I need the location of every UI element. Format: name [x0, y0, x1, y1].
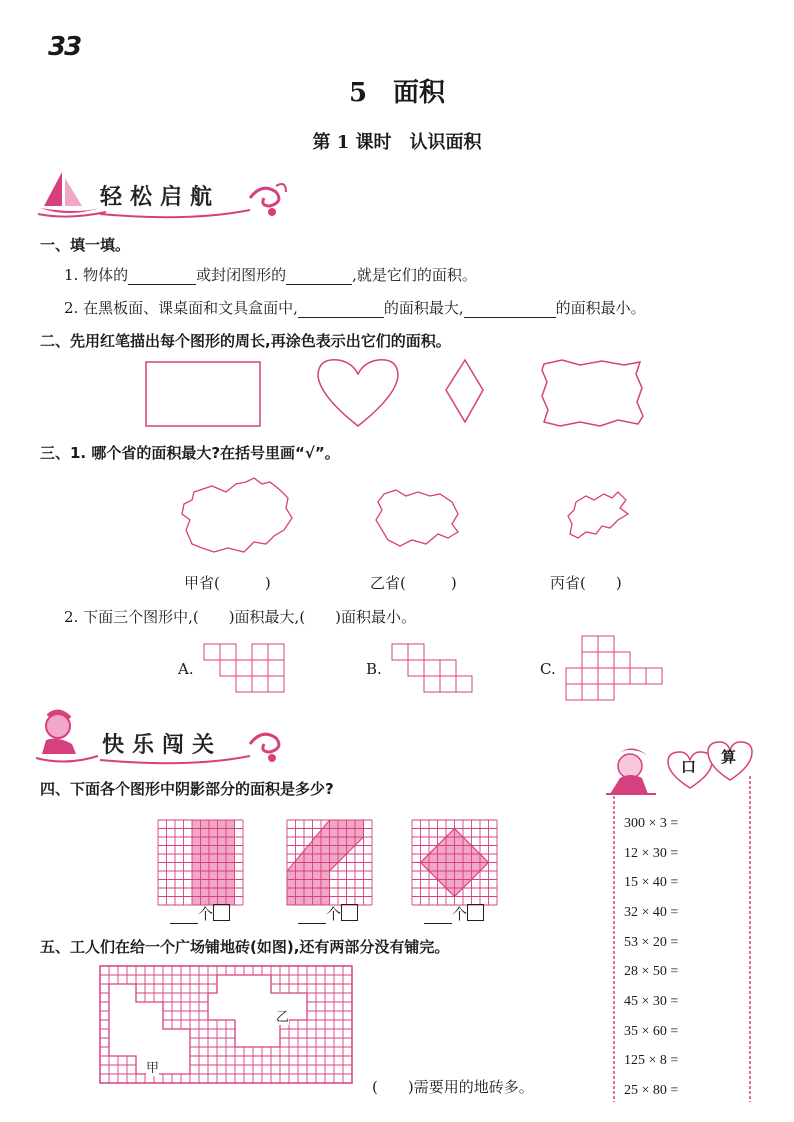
mental-item: 32 × 40 = — [624, 905, 679, 920]
banner-happy-pass: 快乐闯关 — [102, 733, 223, 758]
mental-item: 28 × 50 = — [624, 964, 679, 979]
grid-3 — [412, 820, 497, 905]
q1-line1-mid: 或封闭图形的 — [196, 266, 287, 284]
mental-item: 45 × 30 = — [624, 994, 679, 1009]
page-title: 5 面积 — [348, 78, 446, 108]
area-jia-label: 甲 — [146, 1057, 159, 1076]
q1-line1-pre: 1. 物体的 — [64, 266, 129, 284]
q4-unit-3: 个 — [452, 905, 468, 923]
q4-box-3[interactable] — [467, 904, 484, 921]
mental-item: 300 × 3 = — [624, 816, 679, 831]
province-bing-label: 丙省( ) — [550, 574, 622, 592]
page-number: 33 — [48, 32, 81, 62]
q4-blank-1[interactable] — [170, 907, 198, 924]
q4-answer-3 — [424, 903, 484, 924]
area-yi-label: 乙 — [276, 1006, 289, 1025]
mental-title-char-1: 口 — [681, 758, 697, 776]
mental-item: 12 × 30 = — [624, 846, 679, 861]
q3-heading: 三、1. 哪个省的面积最大?在括号里画“√”。 — [40, 444, 340, 462]
untiled-area-yi — [208, 975, 307, 1047]
mental-math-frame — [600, 736, 760, 1106]
q1-line2-mid: 的面积最大, — [383, 299, 464, 317]
mental-item: 35 × 60 = — [624, 1024, 679, 1039]
q4-box-1[interactable] — [213, 904, 230, 921]
mental-title-char-2: 算 — [721, 748, 737, 766]
mental-item: 53 × 20 = — [624, 935, 679, 950]
province-yi-label: 乙省( ) — [370, 574, 457, 592]
q4-answer-1 — [170, 903, 230, 924]
q5-question: ( )需要用的地砖多。 — [372, 1078, 534, 1096]
mental-item: 125 × 8 = — [624, 1053, 679, 1068]
lesson-subtitle: 第 1 课时 认识面积 — [312, 132, 482, 153]
q3-part2: 2. 下面三个图形中,( )面积最大,( )面积最小。 — [64, 608, 417, 626]
q2-heading: 二、先用红笔描出每个图形的周长,再涂色表示出它们的面积。 — [40, 332, 451, 350]
q1-heading: 一、填一填。 — [40, 236, 131, 254]
q4-unit-1: 个 — [198, 905, 214, 923]
q4-blank-2[interactable] — [298, 907, 326, 924]
option-c-label: C. — [540, 660, 556, 678]
q4-unit-2: 个 — [326, 905, 342, 923]
q1-line1-post: ,就是它们的面积。 — [352, 266, 477, 284]
q4-heading: 四、下面各个图形中阴影部分的面积是多少? — [40, 780, 334, 798]
q4-blank-3[interactable] — [424, 907, 452, 924]
q1-line2-pre: 2. 在黑板面、课桌面和文具盒面中, — [64, 299, 298, 317]
q4-answer-2 — [298, 903, 358, 924]
option-b-label: B. — [366, 660, 382, 678]
q4-box-2[interactable] — [341, 904, 358, 921]
province-jia-label: 甲省( ) — [184, 574, 271, 592]
strawberry-girl-icon — [606, 748, 656, 794]
q5-heading: 五、工人们在给一个广场铺地砖(如图),还有两部分没有铺完。 — [40, 938, 450, 956]
mental-item: 15 × 40 = — [624, 875, 679, 890]
option-a-label: A. — [178, 660, 194, 678]
q1-line2-post: 的面积最小。 — [555, 299, 646, 317]
mental-item: 25 × 80 = — [624, 1083, 679, 1098]
banner-light-sail: 轻松启航 — [100, 185, 221, 210]
